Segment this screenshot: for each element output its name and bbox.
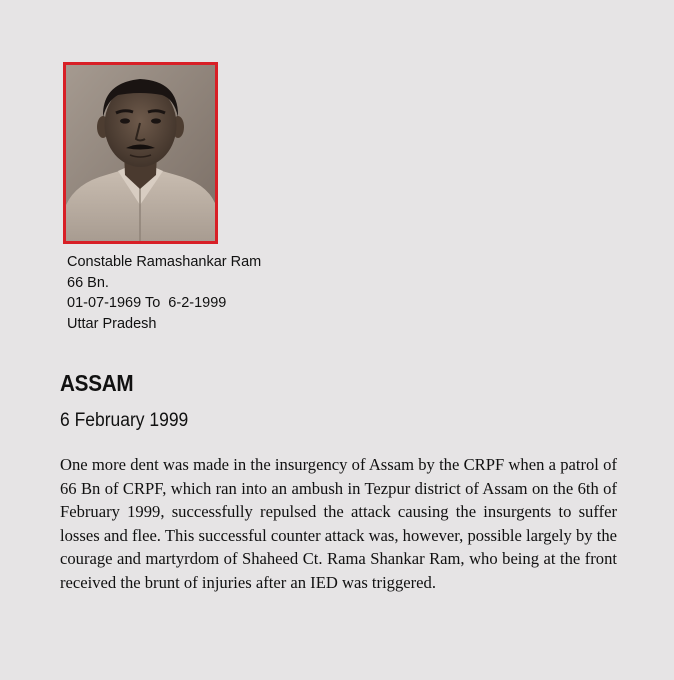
incident-description: One more dent was made in the insurgency of Assam by the CRPF when a patrol of 66 Bn of CRPF, which ran into an ambush in Tezpur district of Assam on the 6th of February 1999, successfully repulsed the attack causing the insurgents to suffer losses and flee. This successful counter attack was, however, possible largely by the courage and martyrdom of Shaheed Ct. Rama Shankar Ram, who being at the front received the brunt of injuries after an IED was triggered.	[60, 455, 617, 592]
photo-caption	[67, 252, 261, 334]
life-dates: 01-07-1969 To 6-2-1999	[67, 295, 227, 311]
portrait-image	[66, 65, 215, 241]
constable-name: Constable Ramashankar Ram	[67, 254, 262, 270]
portrait-photo	[63, 62, 218, 244]
battalion: 66 Bn.	[67, 274, 109, 291]
home-state: Uttar Pradesh	[67, 315, 157, 332]
event-date: 6 February 1999	[60, 410, 189, 431]
region-heading: ASSAM	[60, 370, 134, 396]
